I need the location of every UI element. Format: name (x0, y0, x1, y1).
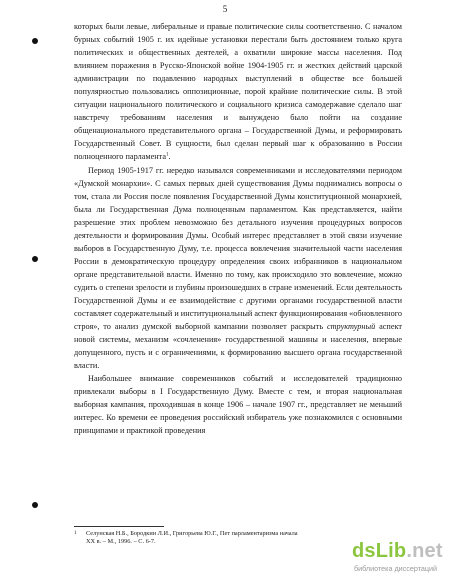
body-text (74, 20, 402, 438)
dslib-logo-main: dsLib (352, 540, 407, 562)
paragraph-2-text: Период 1905-1917 гг. нередко назывался современниками и исследователями периодом «Думской монархии». С самых первых дней существования Думы поднимались вопросы о том, стала ли Россия после появления Государственной Думы конституционной монархией, была ли Государственная Дума полноценным парламентом. Как представляется, найти разрешение этих проблем невозможно без детального изучения процедурных вопросов деятельности и формирования Думы. Особый интерес представляет в этой связи изучение выборов в Государственную Думу, т.е. процесса вовлечения значительной части населения России в демократическую процедуру определения своих избранников в национальном органе представительной власти. Именно по тому, как происходило это вовлечение, можно судить о степени зрелости и глубины произошедших в стране изменений. Если деятельность Государственной Думы и ее взаимодействие с другими органами государственной власти составляет содержательный и институциональный аспект функционирования «обновленного строя», то анализ думской выборной кампании позволяет раскрыть (74, 165, 402, 332)
dslib-logo-domain: .net (406, 540, 443, 562)
dslib-watermark[interactable] (352, 540, 450, 580)
paragraph-3: Наибольшее внимание современников событий и исследователей традиционно привлекали выборы в I Государственную Думу. Вместе с тем, и вторая национальная выборная кампания, проходившая в конце 1906 – начале 1907 гг., представляет не меньший интерес. Ко времени ее проведения российский избиратель уже познакомился с основными принципами и практикой проведения (74, 374, 402, 436)
punch-hole-top (32, 38, 38, 44)
footnote (74, 530, 304, 547)
footnote-number: 1 (74, 531, 77, 536)
paragraph-2-emphasis: структурный (326, 322, 376, 332)
paragraph-2 (74, 164, 402, 373)
paragraph-2-end: аспект новой системы, механизм «сочленения» государственной машины и населения, впервые допущенного, пусть и с ограничениями, к формированию высшего органа государственной власти. (74, 322, 402, 371)
paragraph-1-text: которых были левые, либеральные и правые политические силы соответственно. С началом бурных событий 1905 г. их идейные установки перестали быть достоянием только круга политических и общественных деятелей, а охватили широкие массы населения. Под влиянием поражения в Русско-Японской войне 1904-1905 гг. и жестких действий царской администрации по подавлению народных выступлений в обществе все большей популярностью пользовались оппозиционные, порой крайние политические силы. В этой ситуации национального политического и социального кризиса самодержавие сделало шаг навстречу требованиям населения и вынуждено было пойти на создание общенационального представительного органа – Государственной Думы, и реформировать Государственный Совет. В сущности, был сделан первый шаг к образованию в России полноценного парламента (74, 22, 402, 162)
dslib-subtitle: библиотека диссертаций (354, 564, 438, 573)
page-number: 5 (222, 4, 228, 14)
punch-hole-bottom (32, 502, 38, 508)
footnote-reference[interactable]: 1 (166, 152, 169, 158)
punch-hole-middle (32, 256, 38, 262)
dslib-logo (352, 540, 443, 563)
paragraph-1: которых были левые, либеральные и правые политические силы соответственно. С началом бурных событий 1905 г. их идейные установки перестали быть достоянием только круга политических и общественных деятелей, а охватили широкие массы населения. Под влиянием поражения в Русско-Японской войне 1904-1905 гг. и жестких действий царской администрации по подавлению народных выступлений в обществе все большей популярностью пользовались оппозиционные, порой крайние политические силы. В этой ситуации национального политического и социального кризиса самодержавие сделало шаг навстречу требованиям населения и вынуждено было пойти на создание общенационального представительного органа – Государственной Думы, и реформировать Государственный Совет. В сущности, был сделан первый шаг к образованию в России полноценного парламента$^1$. (74, 22, 402, 162)
footnote-text: Селунская Н.Б., Бородкин Л.И., Григорьева Ю.Г., Пет парламентаризма начала XX в. – М., 1996. – С. 6-7. (86, 530, 298, 546)
footnote-divider (74, 526, 164, 527)
